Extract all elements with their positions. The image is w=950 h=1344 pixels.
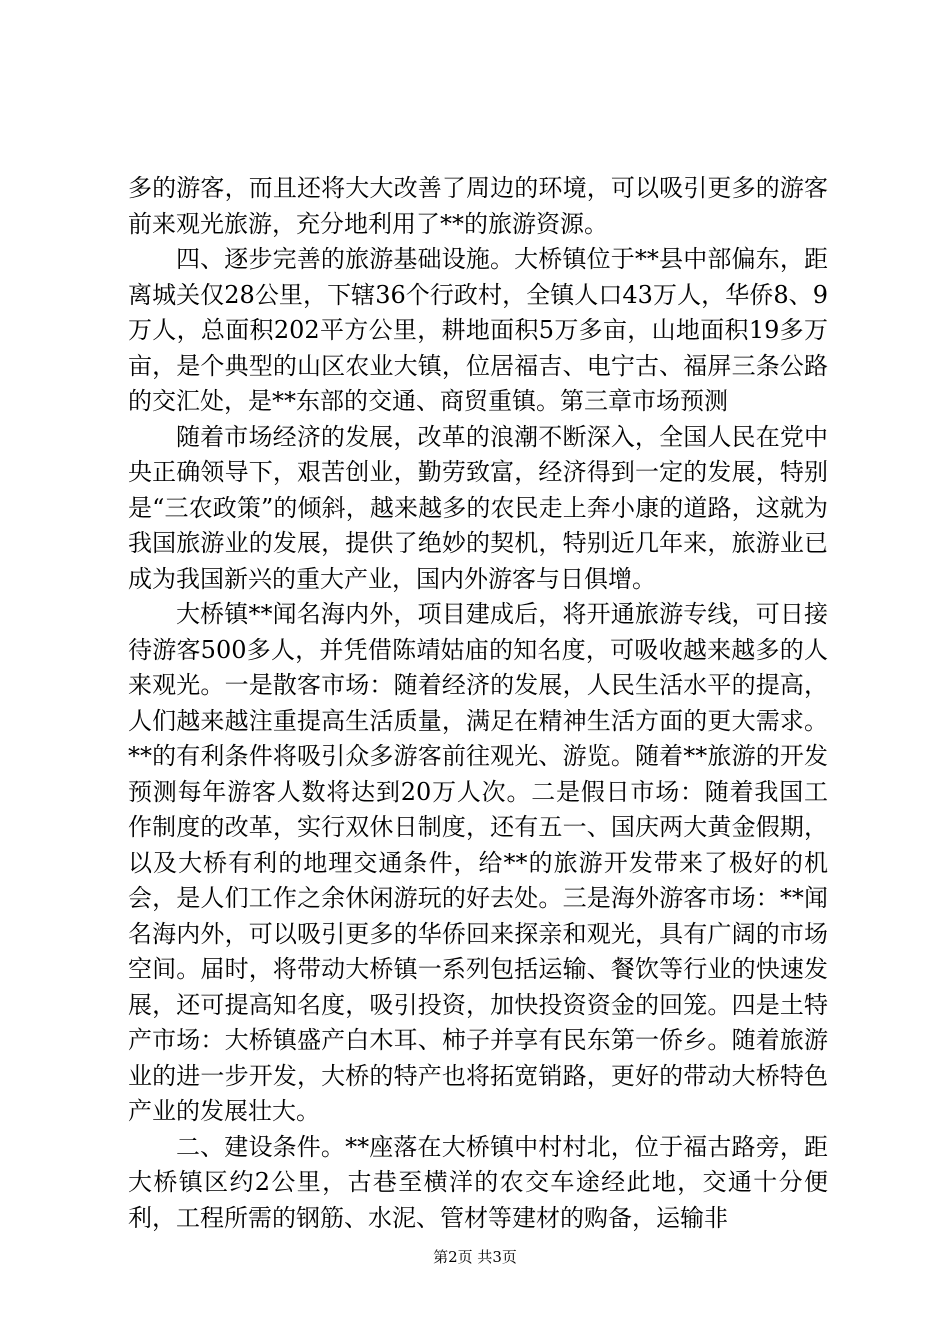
paragraph-4: 大桥镇**闻名海内外，项目建成后，将开通旅游专线，可日接待游客500多人，并凭借陈靖姑庙的知名度，可吸收越来越多的人来观光。一是散客市场：随着经济的发展，人民生活水平的提高，人们越来越注重提高生活质量，满足在精神生活方面的更大需求。**的有利条件将吸引众多游客前往观光、游览。随着**旅游的开发预测每年游客人数将达到20万人次。二是假日市场：随着我国工作制度的改革，实行双休日制度，还有五一、国庆两大黄金假期，以及大桥有利的地理交通条件，给**的旅游开发带来了极好的机会，是人们工作之余休闲游玩的好去处。三是海外游客市场：**闻名海内外，可以吸引更多的华侨回来探亲和观光，具有广阔的市场空间。届时，将带动大桥镇一系列包括运输、餐饮等行业的快速发展，还可提高知名度，吸引投资，加快投资资金的回笼。四是土特产市场：大桥镇盛产白木耳、柿子并享有民东第一侨乡。随着旅游业的进一步开发，大桥的特产也将拓宽销路，更好的带动大桥特色产业的发展壮大。 bbox=[128, 600, 828, 1125]
document-body bbox=[128, 171, 828, 1236]
page-footer: 第2页 共3页 bbox=[433, 1248, 517, 1266]
paragraph-1: 多的游客，而且还将大大改善了周边的环境，可以吸引更多的游客前来观光旅游，充分地利用了**的旅游资源。 bbox=[128, 174, 828, 238]
paragraph-2: 四、逐步完善的旅游基础设施。大桥镇位于**县中部偏东，距离城关仅28公里，下辖36个行政村，全镇人口43万人，华侨8、9万人，总面积202平方公里，耕地面积5万多亩，山地面积19多万亩，是个典型的山区农业大镇，位居福吉、电宁古、福屏三条公路的交汇处，是**东部的交通、商贸重镇。第三章市场预测 bbox=[128, 245, 828, 415]
paragraph-5: 二、建设条件。**座落在大桥镇中村村北，位于福古路旁，距大桥镇区约2公里，古巷至横洋的农交车途经此地，交通十分便利，工程所需的钢筋、水泥、管材等建材的购备，运输非 bbox=[128, 1132, 828, 1232]
paragraph-3: 随着市场经济的发展，改革的浪潮不断深入，全国人民在党中央正确领导下，艰苦创业，勤劳致富，经济得到一定的发展，特别是“三农政策”的倾斜，越来越多的农民走上奔小康的道路，这就为我国旅游业的发展，提供了绝妙的契机，特别近几年来，旅游业已成为我国新兴的重大产业，国内外游客与日俱增。 bbox=[128, 422, 828, 593]
